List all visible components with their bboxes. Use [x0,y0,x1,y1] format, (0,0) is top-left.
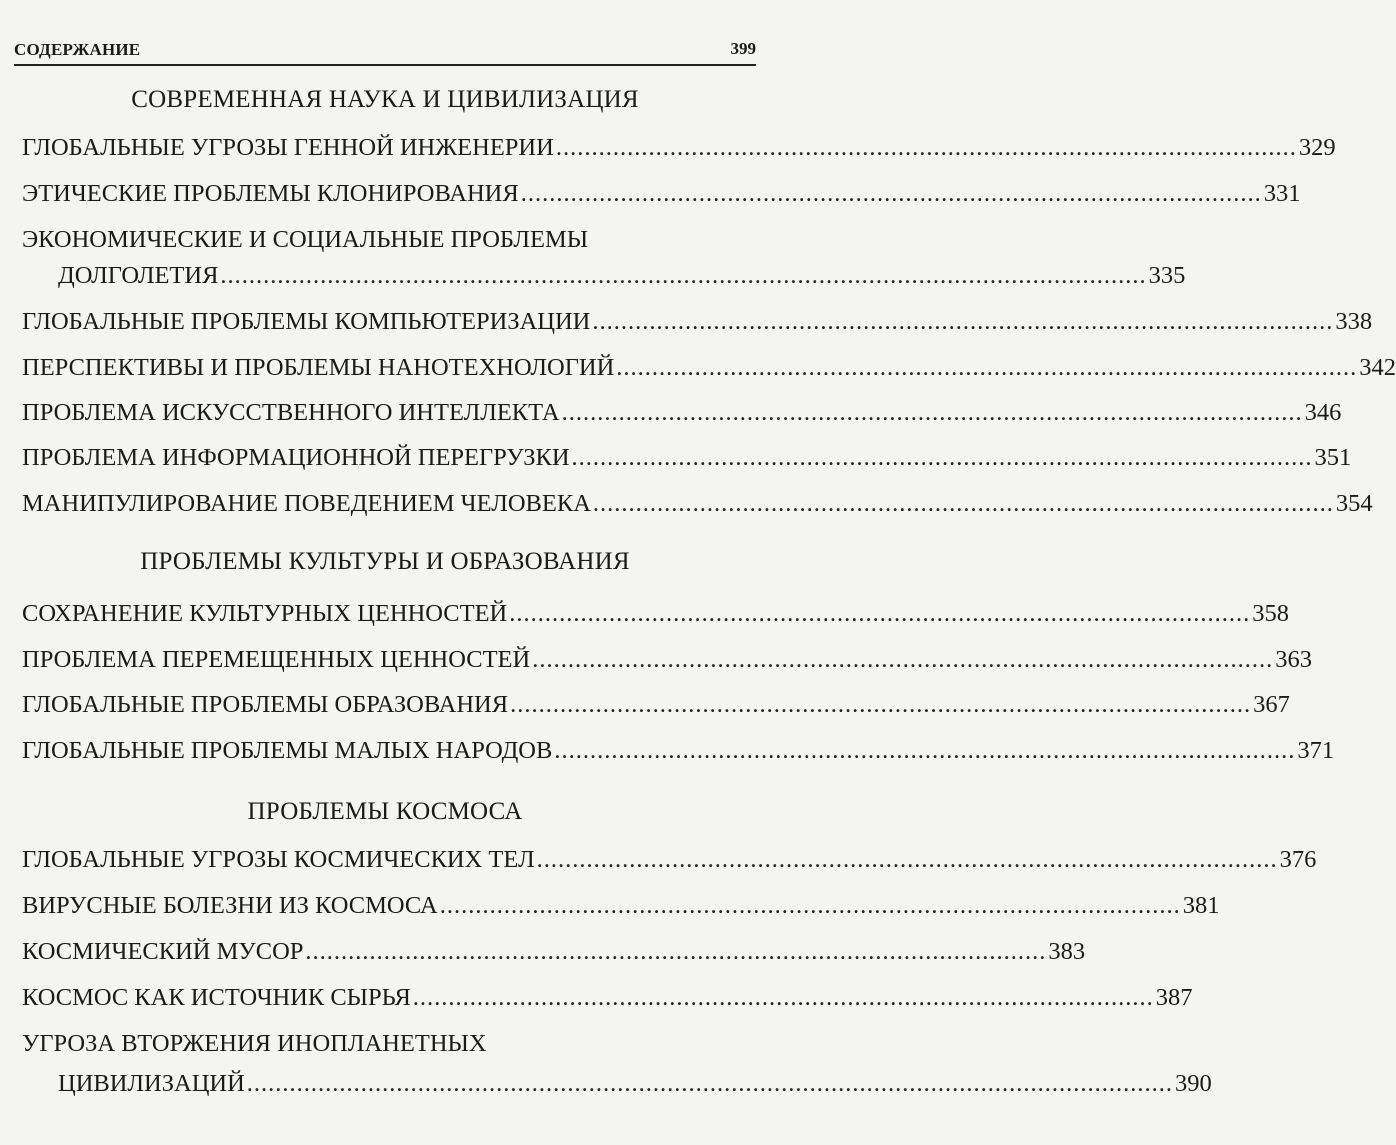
toc-entry-page: 358 [1252,600,1289,627]
toc-entry-page: 381 [1182,892,1220,919]
toc-entry[interactable] [22,399,1342,431]
toc-entry-page: 390 [1175,1070,1212,1097]
section-heading: СОВРЕМЕННАЯ НАУКА И ЦИВИЛИЗАЦИЯ [131,86,639,113]
toc-entry-page: 354 [1335,490,1373,517]
leader-dots: ........................................................................................................ [412,984,1154,1011]
toc-entry[interactable] [22,354,1396,386]
toc-entry[interactable] [22,984,1193,1016]
toc-entry[interactable] [22,938,1086,970]
leader-dots: ........................................................................................................ [592,490,1334,517]
leader-dots: ........................................................................................................ [510,691,1252,718]
toc-entry-title: ГЛОБАЛЬНЫЕ ПРОБЛЕМЫ КОМПЬЮТЕРИЗАЦИИ [22,308,591,335]
toc-entry[interactable] [22,308,1373,340]
toc-entry-page: 346 [1304,399,1342,426]
toc-entry-page: 367 [1253,691,1290,718]
leader-dots: ........................................................................................................ [554,737,1296,764]
toc-entry[interactable] [22,737,1335,769]
toc-entry-title: ВИРУСНЫЕ БОЛЕЗНИ ИЗ КОСМОСА [22,892,438,919]
leader-dots: ........................................................................................................ [439,892,1181,919]
toc-entry-title-line1: ЭКОНОМИЧЕСКИЕ И СОЦИАЛЬНЫЕ ПРОБЛЕМЫ [22,226,589,253]
leader-dots: ........................................................................................................ [592,308,1334,335]
leader-dots: ........................................................................................................ [555,134,1297,161]
section-heading: ПРОБЛЕМЫ КУЛЬТУРЫ И ОБРАЗОВАНИЯ [140,548,630,575]
toc-entry-title: КОСМИЧЕСКИЙ МУСОР [22,938,304,965]
toc-entry[interactable] [58,262,1186,294]
toc-entry-title: ПРОБЛЕМА ИСКУССТВЕННОГО ИНТЕЛЛЕКТА [22,399,560,426]
toc-entry-page: 331 [1263,180,1301,207]
toc-entry-title: ЦИВИЛИЗАЦИЙ [58,1070,245,1097]
toc-entry-title: ГЛОБАЛЬНЫЕ УГРОЗЫ ГЕННОЙ ИНЖЕНЕРИИ [22,134,554,161]
running-head [14,34,756,66]
toc-entry-page: 342 [1359,354,1396,381]
toc-entry-title: ГЛОБАЛЬНЫЕ УГРОЗЫ КОСМИЧЕСКИХ ТЕЛ [22,846,535,873]
toc-entry-title: ГЛОБАЛЬНЫЕ ПРОБЛЕМЫ ОБРАЗОВАНИЯ [22,691,509,718]
toc-entry-page: 351 [1314,444,1352,471]
toc-entry-title: ДОЛГОЛЕТИЯ [58,262,219,289]
toc-entry[interactable] [22,846,1317,878]
toc-entry-page: 338 [1335,308,1373,335]
leader-dots: ........................................................................................................ [520,180,1262,207]
toc-entry[interactable] [22,444,1352,476]
section-heading: ПРОБЛЕМЫ КОСМОСА [247,798,523,825]
leader-dots: ........................................................................................................ [561,399,1303,426]
leader-dots: ........................................................................................................ [509,600,1251,627]
toc-entry-title: ЭТИЧЕСКИЕ ПРОБЛЕМЫ КЛОНИРОВАНИЯ [22,180,519,207]
toc-entry-page: 376 [1279,846,1317,873]
toc-entry[interactable] [22,600,1289,632]
toc-entry-page: 335 [1148,262,1186,289]
toc-entry-title: ПРОБЛЕМА ПЕРЕМЕЩЕННЫХ ЦЕННОСТЕЙ [22,646,531,673]
toc-entry-title: СОХРАНЕНИЕ КУЛЬТУРНЫХ ЦЕННОСТЕЙ [22,600,508,627]
toc-entry-page: 387 [1155,984,1193,1011]
leader-dots: .................................................................................................................................. [220,262,1147,289]
toc-entry-page: 329 [1298,134,1336,161]
toc-entry-page: 383 [1048,938,1086,965]
leader-dots: ........................................................................................................ [305,938,1047,965]
toc-entry[interactable] [22,490,1373,522]
toc-entry-page: 371 [1297,737,1335,764]
toc-entry-title: МАНИПУЛИРОВАНИЕ ПОВЕДЕНИЕМ ЧЕЛОВЕКА [22,490,591,517]
toc-entry-title: ПЕРСПЕКТИВЫ И ПРОБЛЕМЫ НАНОТЕХНОЛОГИЙ [22,354,615,381]
leader-dots: ........................................................................................................ [536,846,1278,873]
toc-entry-page: 363 [1275,646,1312,673]
toc-entry[interactable] [22,646,1312,678]
toc-entry-title: ПРОБЛЕМА ИНФОРМАЦИОННОЙ ПЕРЕГРУЗКИ [22,444,570,471]
page-number: 399 [730,39,756,58]
leader-dots: ........................................................................................................ [532,646,1274,673]
leader-dots: ........................................................................................................ [571,444,1313,471]
toc-entry-title: ГЛОБАЛЬНЫЕ ПРОБЛЕМЫ МАЛЫХ НАРОДОВ [22,737,553,764]
toc-entry-title-line1: УГРОЗА ВТОРЖЕНИЯ ИНОПЛАНЕТНЫХ [22,1030,487,1057]
toc-entry[interactable] [22,892,1220,924]
leader-dots: .................................................................................................................................. [246,1070,1174,1097]
toc-entry[interactable] [58,1070,1212,1102]
leader-dots: ........................................................................................................ [616,354,1358,381]
toc-entry[interactable] [22,691,1290,723]
toc-entry[interactable] [22,134,1336,166]
running-head-title: СОДЕРЖАНИЕ [14,40,141,59]
toc-entry-title: КОСМОС КАК ИСТОЧНИК СЫРЬЯ [22,984,411,1011]
toc-entry[interactable] [22,180,1301,212]
